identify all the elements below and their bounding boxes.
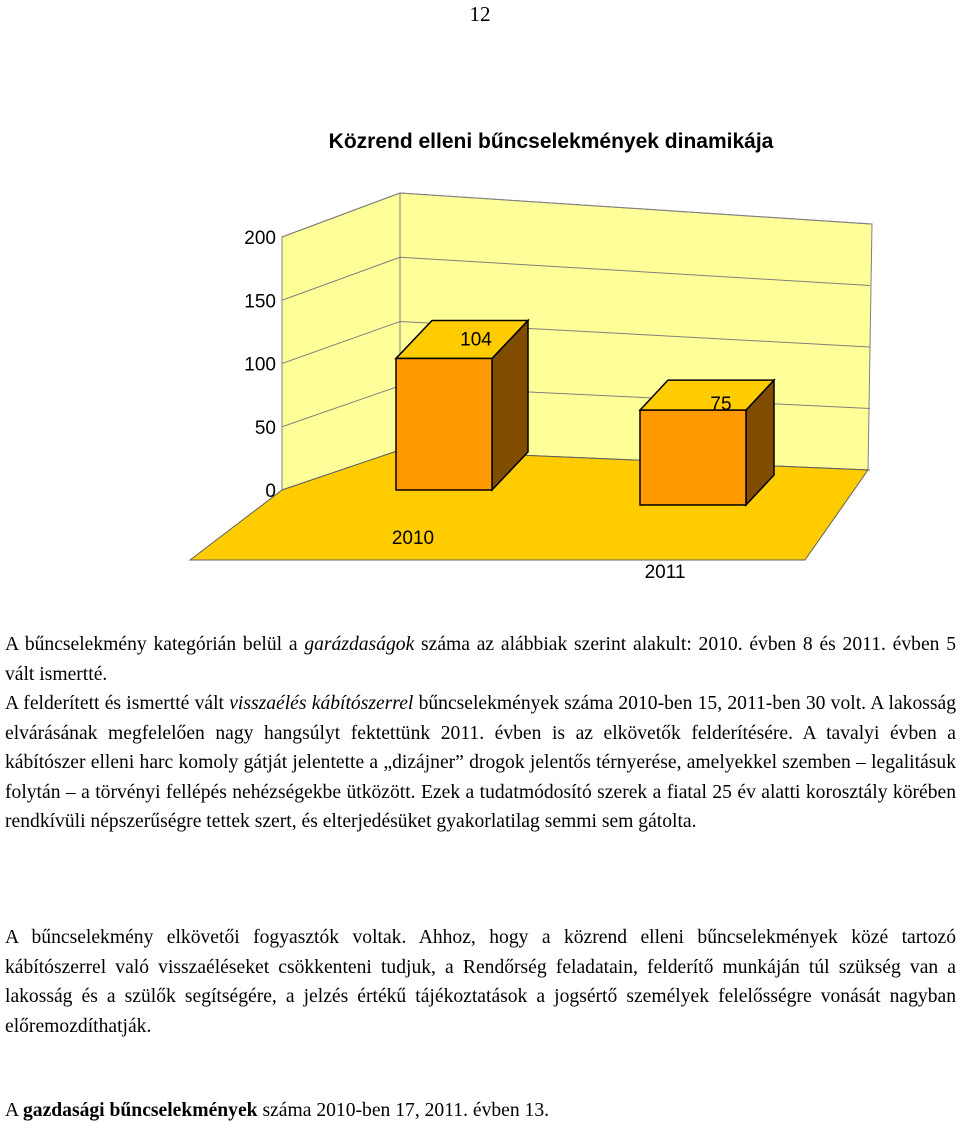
p3-start: A	[5, 1100, 23, 1121]
page-number: 12	[469, 2, 491, 26]
paragraph-3	[5, 1096, 956, 1126]
chart-walls	[282, 193, 872, 490]
y-tick-label: 50	[254, 417, 276, 439]
p3-end: száma 2010-ben 17, 2011. évben 13.	[257, 1100, 550, 1121]
y-tick-label: 100	[244, 354, 276, 376]
bar-2011	[640, 380, 774, 505]
y-tick-label: 0	[265, 481, 276, 502]
p1-s2-start: A felderített és ismertté vált	[5, 693, 230, 714]
p1-s2-end: bűncselekmények száma 2010-ben 15, 2011-ben 30 volt. A lakosság elvárásának megfelelően nagy hangsúlyt fektettünk 2011. évben is az elkövetők felderítésére. A tavalyi évben a kábítószer elleni harc komoly gátját jelentette a „dizájner” drogok jelentős térnyerése, amelyekkel szemben – legalitásuk folytán – a törvényi fellépés nehézségekbe ütközött. Ezek a tudatmódosító szerek a fiatal 25 év alatti korosztály körében rendkívüli népszerűségre tettek szert, és elterjedésüket gyakorlatilag semmi sem gátolta.	[5, 693, 957, 832]
data-label: 75	[710, 394, 732, 416]
bar-front	[396, 358, 492, 490]
p1-s2-italic: visszaélés kábítószerrel	[229, 693, 414, 714]
x-tick-label: 2011	[644, 562, 686, 583]
p1-s1-start: A bűncselekmény kategórián belül a	[5, 634, 305, 655]
p1-s1-end: száma az alábbiak szerint alakult: 2010. évben 8 és 2011. évben 5 vált ismertté.	[5, 634, 956, 685]
data-label: 104	[460, 329, 492, 351]
y-tick-label: 150	[244, 291, 276, 313]
bar-front	[640, 410, 746, 505]
p1-s1-italic: garázdaságok	[304, 634, 415, 655]
paragraph-1	[5, 630, 956, 837]
y-tick-label: 200	[244, 228, 276, 249]
x-tick-label: 2010	[391, 528, 435, 549]
p3-bold: gazdasági bűncselekmények	[22, 1100, 258, 1121]
chart-title: Közrend elleni bűncselekmények dinamikája	[328, 130, 774, 153]
left-wall	[282, 193, 400, 490]
y-axis-ticks	[244, 228, 276, 502]
paragraph-2: A bűncselekmény elkövetői fogyasztók voltak. Ahhoz, hogy a közrend elleni bűncselekmények közé tartozó kábítószerrel való visszaéléseket csökkenteni tudjuk, a Rendőrség feladatain, felderítő munkáján túl szükség van a lakosság és a szülők segítségére, a jelzés értékű tájékoztatások a jogsértő személyek felelősségre vonását nagyban előremozdíthatják.	[5, 927, 956, 1037]
bar-2010	[396, 320, 528, 490]
